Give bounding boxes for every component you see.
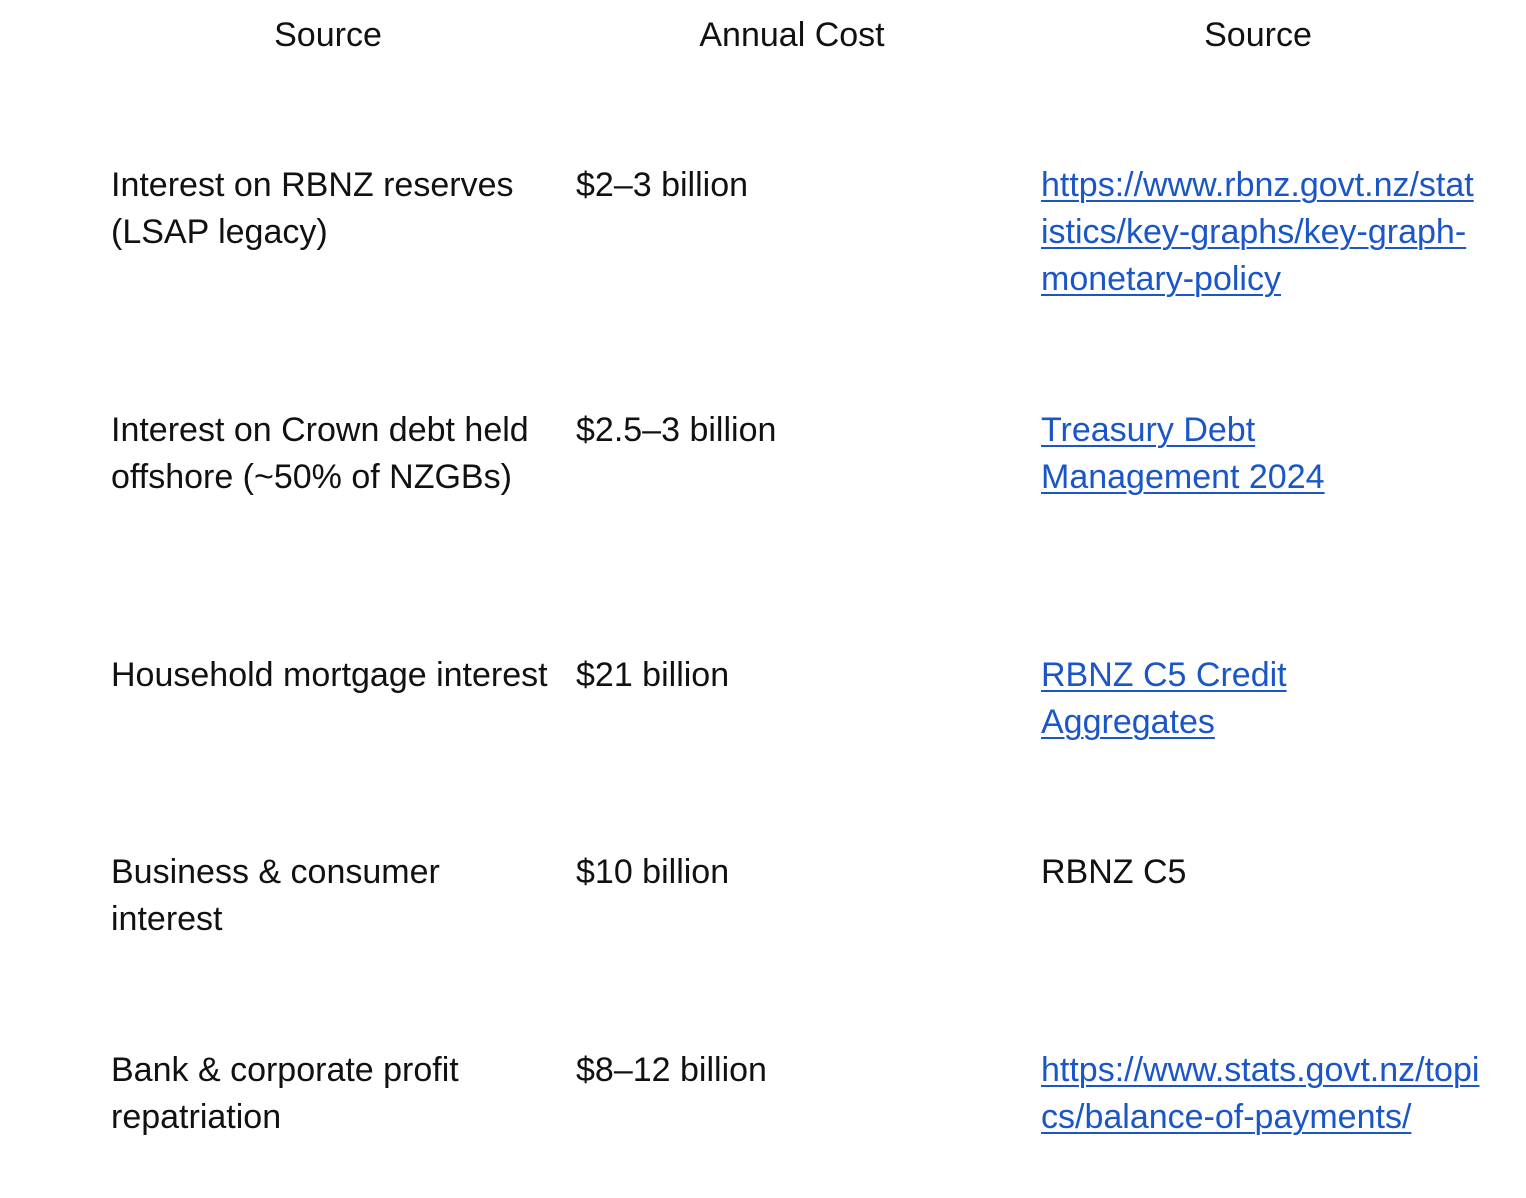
row-4-reference [1041, 849, 1481, 896]
row-5-annual-cost: $8–12 billion [576, 1051, 767, 1089]
row-2-source: Interest on Crown debt held offshore (~50% of NZGBs) [111, 411, 529, 496]
row-2-annual-cost: $2.5–3 billion [576, 411, 777, 449]
row-3-source: Household mortgage interest [111, 656, 548, 694]
row-3-annual-cost: $21 billion [576, 656, 730, 694]
row-4-source: Business & consumer interest [111, 853, 440, 938]
row-3-reference-link[interactable]: RBNZ C5 Credit Aggregates [1041, 656, 1287, 741]
header-source: Source [274, 16, 382, 54]
row-1-source: Interest on RBNZ reserves (LSAP legacy) [111, 166, 514, 251]
row-2-reference-link[interactable]: Treasury Debt Management 2024 [1041, 411, 1325, 496]
row-4-reference-text: RBNZ C5 [1041, 853, 1187, 891]
row-4-annual-cost: $10 billion [576, 853, 730, 891]
row-1-annual-cost: $2–3 billion [576, 166, 749, 204]
row-2-reference [1041, 407, 1371, 501]
row-5-reference-link[interactable]: https://www.stats.govt.nz/topics/balance-of-payments/ [1041, 1051, 1480, 1136]
row-1-reference-link[interactable]: https://www.rbnz.govt.nz/statistics/key-graphs/key-graph-monetary-policy [1041, 166, 1474, 298]
row-1-reference [1041, 162, 1481, 303]
header-annual-cost: Annual Cost [699, 16, 885, 54]
row-5-source: Bank & corporate profit repatriation [111, 1051, 459, 1136]
row-5-reference [1041, 1047, 1481, 1141]
header-reference-source: Source [1204, 16, 1312, 54]
row-3-reference [1041, 652, 1341, 746]
